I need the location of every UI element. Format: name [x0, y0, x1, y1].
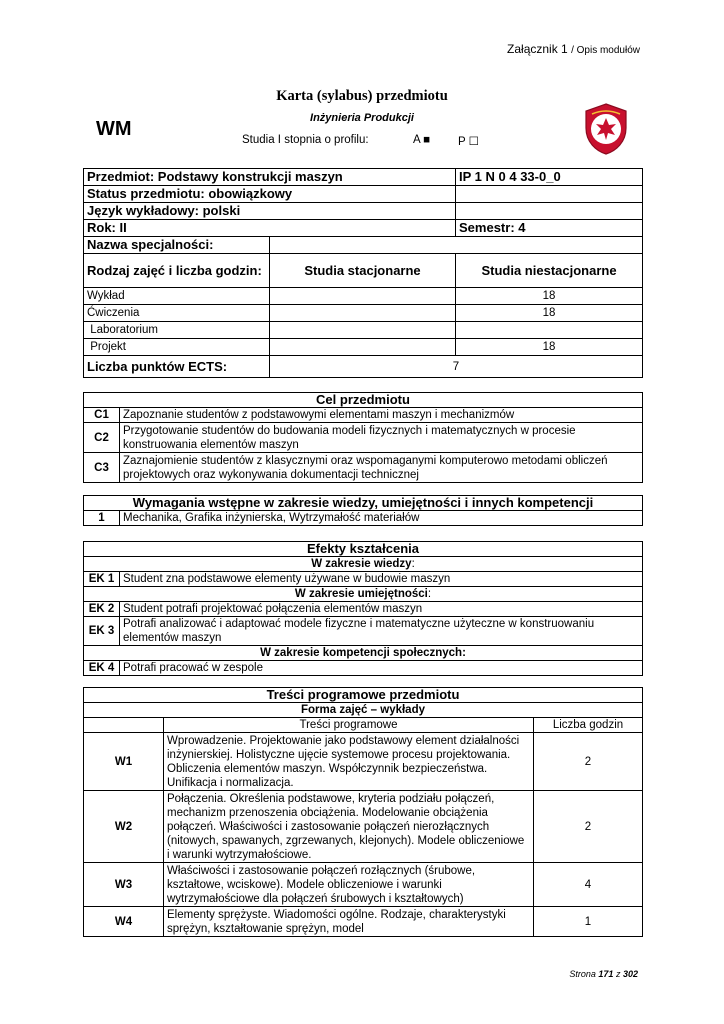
info-table	[83, 168, 643, 378]
wiedza-label: W zakresie wiedzy	[311, 558, 412, 570]
tresci-code: W2	[84, 791, 164, 863]
empty-cell	[84, 718, 164, 733]
class-type-label: Wykład	[84, 288, 270, 305]
tresci-table	[83, 687, 643, 937]
cel-code: C2	[84, 423, 120, 453]
umiejetnosci-subheader	[84, 587, 643, 602]
niestac-hours: 18	[456, 339, 643, 356]
stac-hours	[270, 322, 456, 339]
tresci-code: W4	[84, 907, 164, 937]
tresci-hours: 1	[534, 907, 643, 937]
footer-total-pages: 302	[622, 969, 638, 979]
empty-cell	[456, 186, 643, 203]
efekty-table	[83, 541, 643, 676]
cel-code: C3	[84, 453, 120, 483]
ects-value: 7	[270, 356, 643, 378]
option-p-checkbox: P ☐	[458, 136, 479, 148]
class-type-label: Laboratorium	[84, 322, 270, 339]
wymagania-table	[83, 495, 643, 526]
przedmiot-cell: Przedmiot: Podstawy konstrukcji maszyn	[84, 169, 456, 186]
cel-code: C1	[84, 408, 120, 423]
umiejetnosci-label: W zakresie umiejętności	[294, 588, 428, 600]
ek-code: EK 2	[84, 602, 120, 617]
wymagania-code: 1	[84, 511, 120, 526]
ek-text: Potrafi analizować i adaptować modele fizyczne i matematyczne użyteczne w konstruowaniu elementów maszyn	[120, 617, 643, 646]
tresci-text: Połączenia. Określenia podstawowe, kryteria podziału połączeń, mechanizm przenoszenia obciążenia. Modelowanie obciążenia połączeń. Właściwości i zastosowanie połączeń nierozłącznych (nitowych, spawanych, zgrzewanych, klejonych). Modele obliczeniowe i warunki wytrzymałościowe.	[164, 791, 534, 863]
ek-text: Student zna podstawowe elementy używane w budowie maszyn	[120, 572, 643, 587]
ek-text: Potrafi pracować w zespole	[120, 661, 643, 676]
footer-prefix: Strona	[569, 969, 596, 979]
specjalnosc-cell: Nazwa specjalności:	[84, 237, 270, 254]
class-type-label: Ćwiczenia	[84, 305, 270, 322]
cel-table	[83, 392, 643, 483]
jezyk-cell: Język wykładowy: polski	[84, 203, 456, 220]
semestr-cell: Semestr: 4	[456, 220, 643, 237]
status-cell: Status przedmiotu: obowiązkowy	[84, 186, 456, 203]
ek-code: EK 3	[84, 617, 120, 646]
niestac-hours	[456, 322, 643, 339]
rodzaj-cell: Rodzaj zajęć i liczba godzin:	[84, 254, 270, 288]
tresci-hours: 4	[534, 863, 643, 907]
umiejetnosci-colon: :	[427, 588, 432, 600]
tresci-hours: 2	[534, 733, 643, 791]
cel-text: Zaznajomienie studentów z klasycznymi oraz wspomaganymi komputerowo metodami obliczeń projektowych oraz wykonywania dokumentacji technicznej	[120, 453, 643, 483]
niestacjonarne-header: Studia niestacjonarne	[456, 254, 643, 288]
tresci-code: W3	[84, 863, 164, 907]
studia-label: Studia I stopnia o profilu:	[242, 134, 369, 146]
attachment-sub: / Opis modułów	[571, 45, 640, 56]
cel-text: Przygotowanie studentów do budowania modeli fizycznych i matematycznych w procesie konstruowania elementów maszyn	[120, 423, 643, 453]
stac-hours	[270, 288, 456, 305]
forma-zajec: Forma zajęć – wykłady	[84, 703, 643, 718]
tresci-text: Właściwości i zastosowanie połączeń rozłącznych (śrubowe, kształtowe, wciskowe). Modele obliczeniowe i warunki wytrzymałościowe dla połączeń śrubowych i kształtowych)	[164, 863, 534, 907]
faculty-abbreviation: WM	[96, 118, 132, 140]
class-type-label: Projekt	[84, 339, 270, 356]
wiedza-colon: :	[411, 558, 415, 570]
ek-code: EK 1	[84, 572, 120, 587]
attachment-label	[507, 42, 640, 56]
cel-text: Zapoznanie studentów z podstawowymi elementami maszyn i mechanizmów	[120, 408, 643, 423]
niestac-hours: 18	[456, 288, 643, 305]
tresci-title: Treści programowe przedmiotu	[84, 688, 643, 703]
tresci-column-header: Treści programowe	[164, 718, 534, 733]
ek-text: Student potrafi projektować połączenia elementów maszyn	[120, 602, 643, 617]
document-title: Karta (sylabus) przedmiotu	[276, 88, 448, 104]
stacjonarne-header: Studia stacjonarne	[270, 254, 456, 288]
wymagania-title: Wymagania wstępne w zakresie wiedzy, umiejętności i innych kompetencji	[84, 496, 643, 511]
rok-cell: Rok: II	[84, 220, 456, 237]
empty-cell	[270, 237, 643, 254]
kod-cell: IP 1 N 0 4 33-0_0	[456, 169, 643, 186]
wymagania-text: Mechanika, Grafika inżynierska, Wytrzymałość materiałów	[120, 511, 643, 526]
stac-hours	[270, 339, 456, 356]
stac-hours	[270, 305, 456, 322]
footer-separator: z	[615, 969, 621, 979]
attachment-main: Załącznik 1	[507, 42, 568, 56]
footer-page-number: 171	[598, 969, 614, 979]
option-a-checkbox: A ■	[413, 134, 431, 146]
cel-title: Cel przedmiotu	[84, 393, 643, 408]
university-logo-icon	[582, 102, 630, 156]
tresci-text: Wprowadzenie. Projektowanie jako podstawowy element działalności inżynierskiej. Holistyczne ujęcie systemowe procesu projektowania. Obliczenia elementów maszyn. Współczynnik bezpieczeństwa. Unifikacja i normalizacja.	[164, 733, 534, 791]
empty-cell	[456, 203, 643, 220]
godziny-column-header: Liczba godzin	[534, 718, 643, 733]
tresci-hours: 2	[534, 791, 643, 863]
ek-code: EK 4	[84, 661, 120, 676]
wiedza-subheader	[84, 557, 643, 572]
page-footer	[569, 969, 638, 979]
tresci-code: W1	[84, 733, 164, 791]
tresci-text: Elementy sprężyste. Wiadomości ogólne. Rodzaje, charakterystyki sprężyn, kształtowanie sprężyn, model	[164, 907, 534, 937]
efekty-title: Efekty kształcenia	[84, 542, 643, 557]
ects-label: Liczba punktów ECTS:	[84, 356, 270, 378]
field-of-study: Inżynieria Produkcji	[310, 112, 414, 124]
kompetencje-subheader: W zakresie kompetencji społecznych:	[84, 646, 643, 661]
niestac-hours: 18	[456, 305, 643, 322]
